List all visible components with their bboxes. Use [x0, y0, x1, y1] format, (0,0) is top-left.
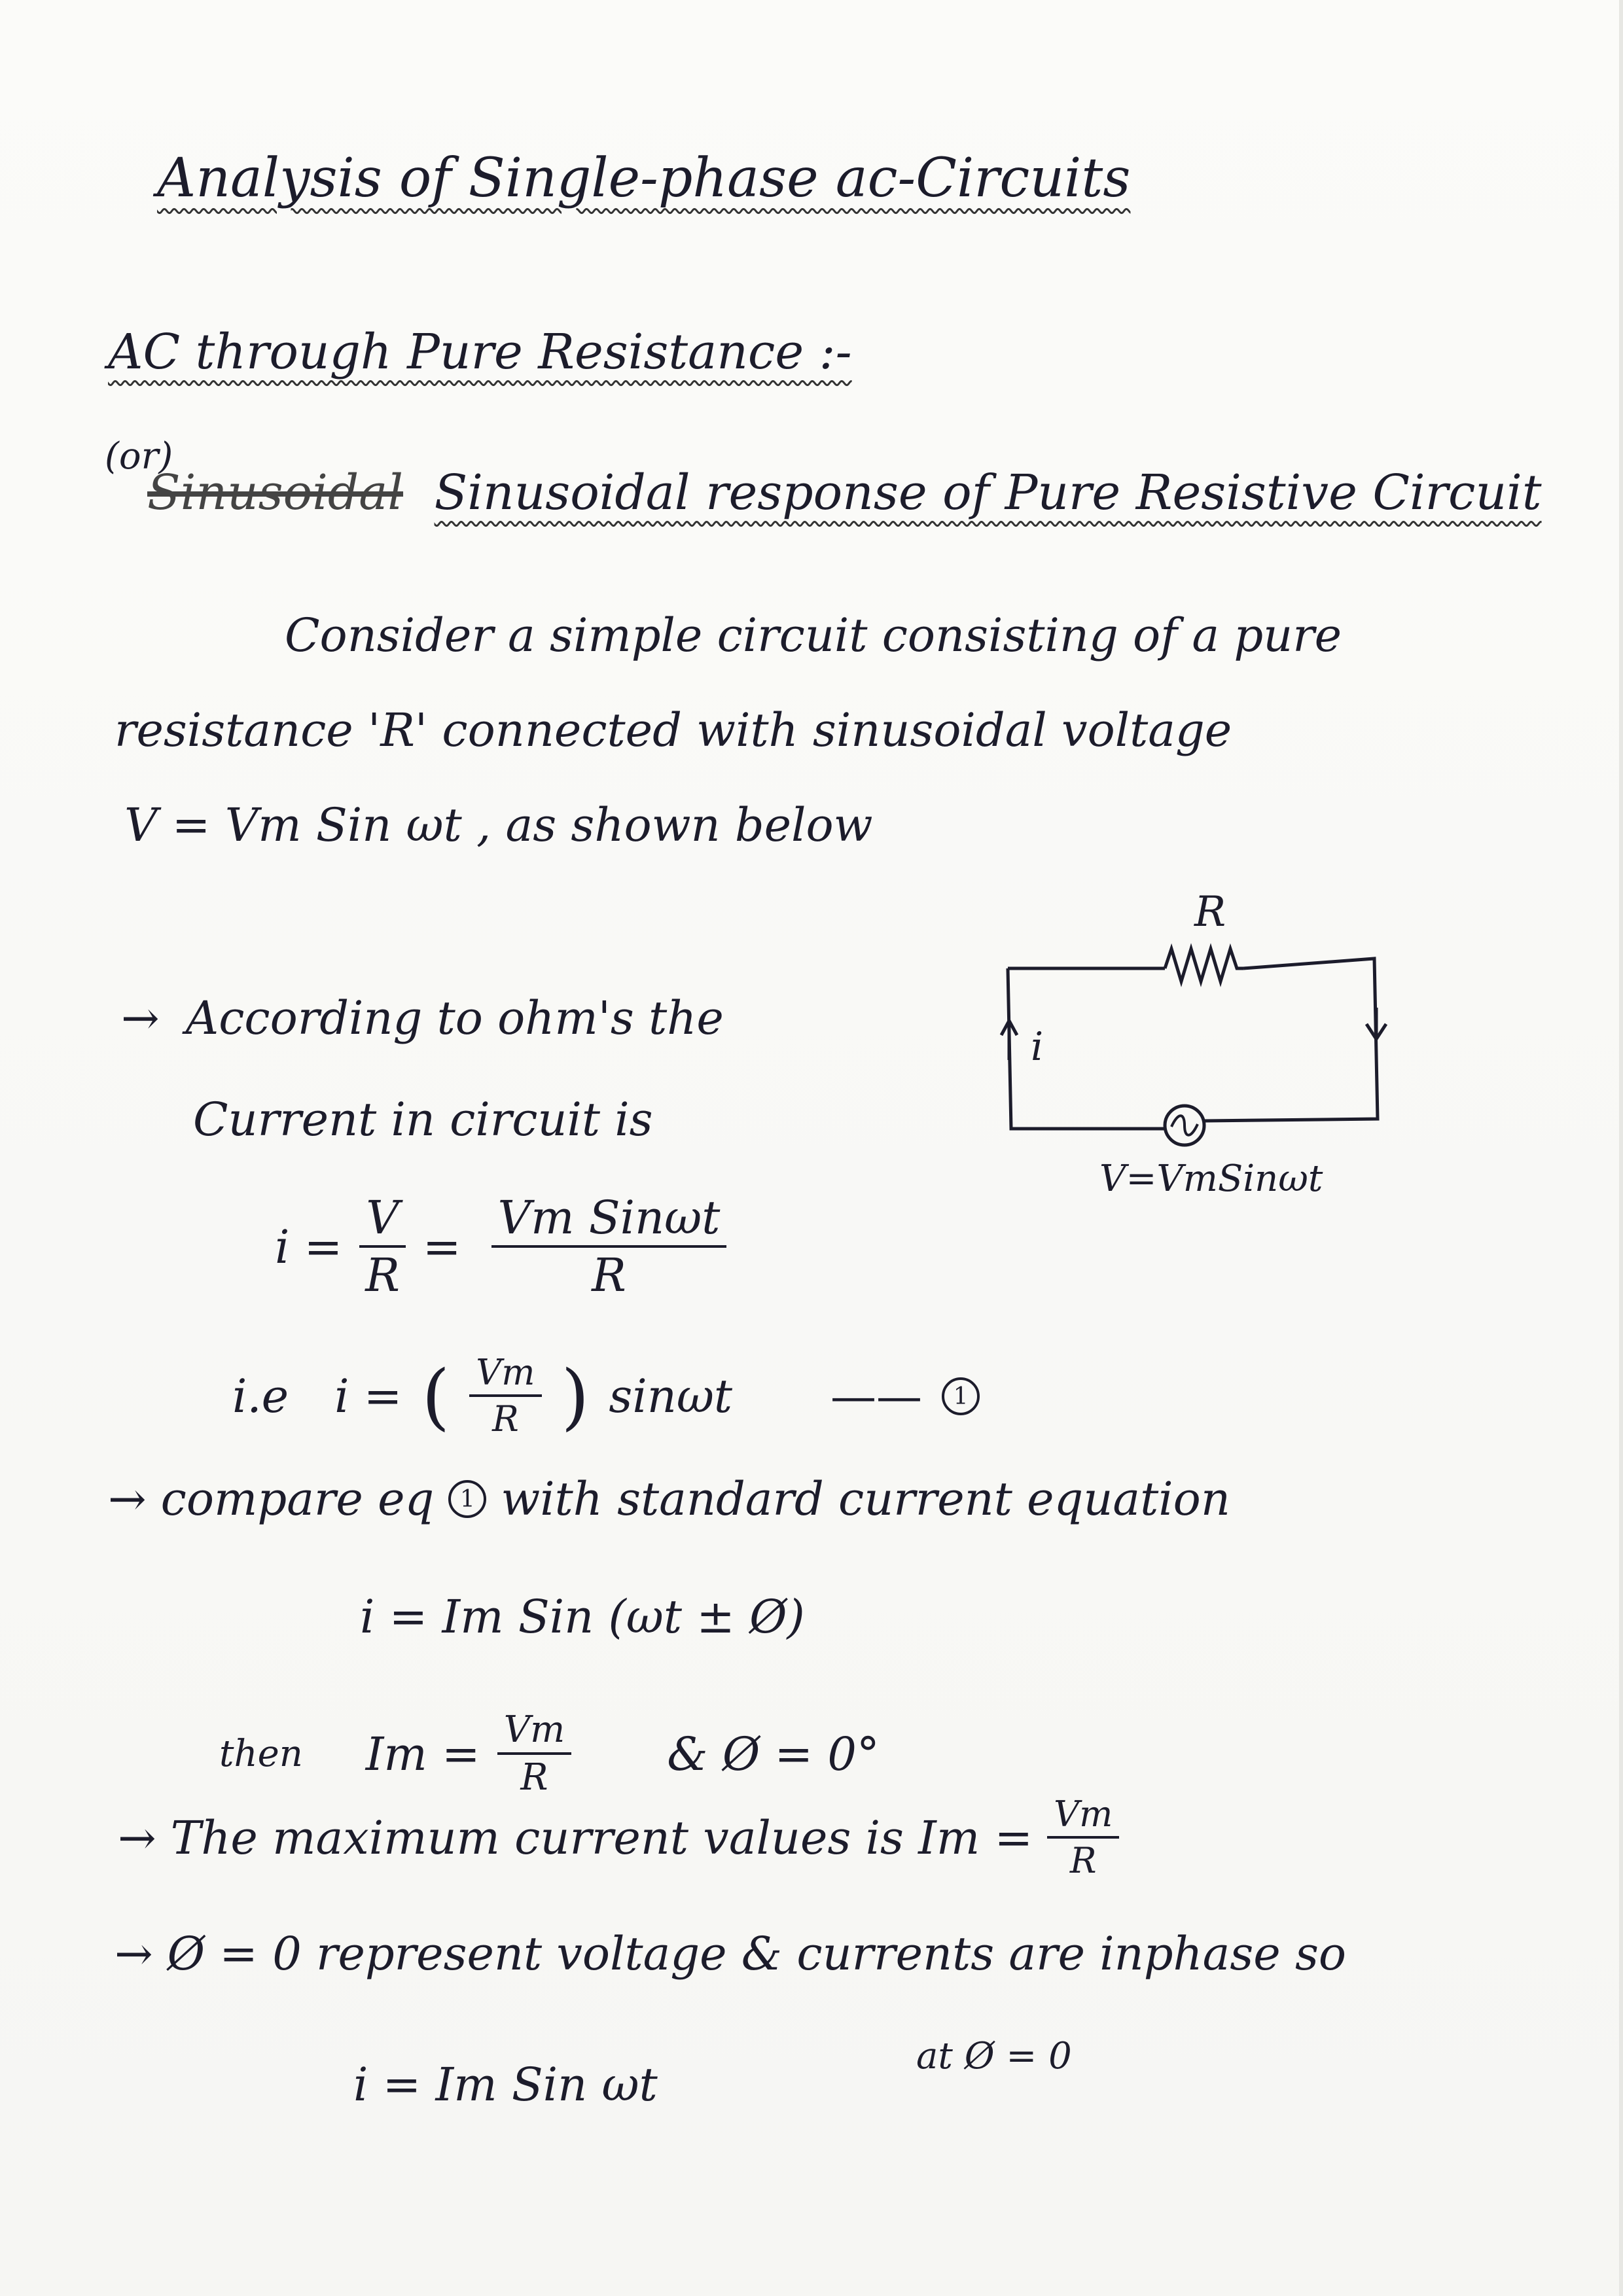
- resistor-symbol: [1165, 949, 1243, 981]
- circuit-diagram: [969, 864, 1427, 1230]
- compare-tag: 1: [448, 1480, 486, 1518]
- section-heading: AC through Pure Resistance :-: [108, 324, 852, 380]
- equation-ohms: i = $\frac{V}{R}$ = $\frac{\text{Vm Sinωt}}{R}$: [275, 1194, 726, 1299]
- equation-1: i.e i = ( $\frac{Vm}{R}$ ) sinωt —— 1: [232, 1354, 980, 1438]
- fraction-vm-over-r: $\frac{Vm}{R}$: [469, 1354, 541, 1438]
- current-label: i: [1031, 1024, 1044, 1070]
- page-title: Analysis of Single-phase ac-Circuits: [157, 147, 1131, 209]
- resistor-label: R: [1194, 888, 1226, 936]
- source-label: V=VmSinωt: [1099, 1157, 1323, 1200]
- fraction-im: $\frac{Vm}{R}$: [497, 1711, 572, 1797]
- intro-line-2: resistance 'R' connected with sinusoidal voltage: [115, 703, 1232, 757]
- struck-word: Sinusoidal: [147, 465, 404, 521]
- final-note: at Ø = 0: [916, 2035, 1072, 2077]
- fraction-vm-sin-over-r: $\frac{\text{Vm Sinωt}}{R}$: [491, 1194, 727, 1299]
- then-line: then Im = $\frac{Vm}{R}$ & Ø = 0°: [219, 1708, 880, 1799]
- intro-line-1: Consider a simple circuit consisting of a pure: [285, 609, 1342, 662]
- subheading: [147, 465, 1542, 521]
- final-equation: i = Im Sin ωt: [353, 2058, 658, 2111]
- fraction-v-over-r: $\frac{V}{R}$: [359, 1194, 406, 1299]
- current-arrow-right: [1366, 1008, 1386, 1039]
- page-edge: [1619, 0, 1623, 2296]
- ohms-line-2: Current in circuit is: [193, 1093, 653, 1146]
- intro-line-3: V = Vm Sin ωt , as shown below: [124, 798, 873, 852]
- max-current-line: → The maximum current values is Im = $\frac{Vm}{R}$: [118, 1796, 1119, 1879]
- ohms-line-1: → According to ohm's the: [121, 991, 724, 1045]
- current-arrow-left: [1001, 1021, 1017, 1060]
- fraction-max: $\frac{Vm}{R}$: [1047, 1796, 1119, 1879]
- or-label: (or): [105, 435, 173, 478]
- subheading-text: Sinusoidal response of Pure Resistive Circuit: [434, 465, 1542, 521]
- equation-tag-1: 1: [942, 1377, 980, 1415]
- standard-current-equation: i = Im Sin (ωt ± Ø): [360, 1590, 805, 1644]
- inphase-line: → Ø = 0 represent voltage & currents are inphase so: [115, 1927, 1347, 1981]
- compare-line: → compare eq 1 with standard current equation: [108, 1472, 1230, 1526]
